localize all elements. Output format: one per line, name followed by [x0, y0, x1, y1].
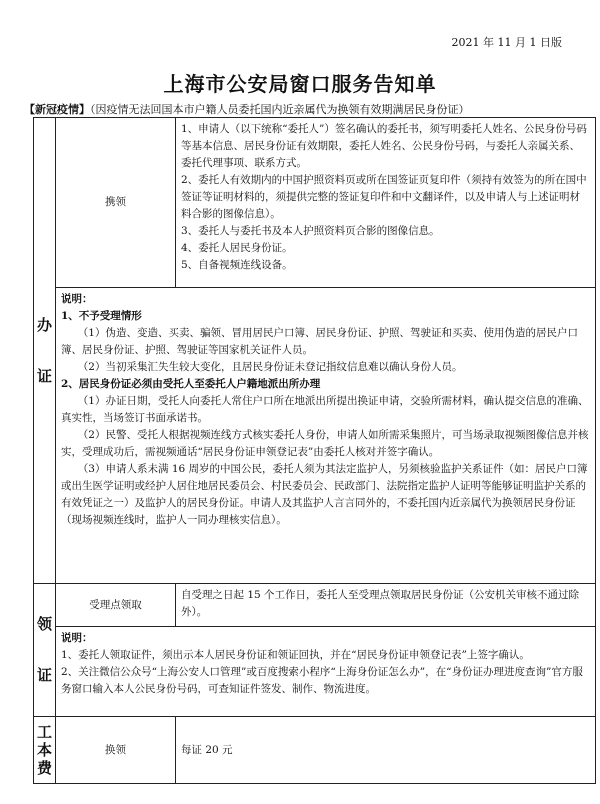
receive-note: 1、委托人领取证件，须出示本人居民身份证和领证回执，并在“居民身份证申领登记表”上签字确认。 [61, 649, 530, 661]
fee-label: 换领 [56, 717, 176, 784]
section-fee-char-1: 工 [36, 723, 52, 741]
materials-label: 携领 [56, 118, 176, 288]
note-heading: 1、不予受理情形 [61, 310, 142, 322]
receive-notes [56, 627, 596, 717]
material-item: 4、委托人居民身份证。 [181, 242, 293, 254]
section-fee-char-2: 本 [36, 741, 52, 759]
section-receive-char-2: 证 [36, 666, 52, 684]
receive-note: 2、关注微信公众号“上海公安人口管理”或百度搜索小程序“上海身份证怎么办”，在“身份证办理进度查询”官方服务窗口输入本人公民身份号码，可查知证件签发、制作、物流进度。 [61, 666, 583, 695]
material-item: 2、委托人有效期内的中国护照资料页或所在国签证页复印件（须持有效签为的所在国中签证等证明材料的，须提供完整的签证复印件和中文翻译件，以及申请人与上述证明材料合影的图像信息）。 [181, 174, 587, 220]
section-apply-char-2: 证 [36, 366, 52, 385]
section-apply [34, 118, 56, 584]
apply-notes-title: 说明： [61, 293, 93, 305]
section-apply-char-1: 办 [36, 315, 52, 334]
receive-point-label: 受理点领取 [56, 584, 176, 627]
notice-table [33, 117, 596, 784]
note-heading: 2、居民身份证必须由受托人至委托人户籍地派出所办理 [61, 378, 321, 390]
note-paragraph: （1）办证日期，受托人向委托人常住户口所在地派出所提出换证申请，交验所需材料，确认提交信息的准确、真实性，当场签订书面承诺书。 [61, 395, 589, 424]
receive-point-text: 自受理之日起 15 个工作日，委托人至受理点领取居民身份证（公安机关审核不通过除外）。 [176, 584, 596, 627]
fee-value: 每证 20 元 [176, 717, 596, 784]
note-paragraph: （2）当初采集汇失生较大变化，且居民身份证未登记指纹信息难以确认身份人员。 [77, 361, 463, 373]
subtitle-text: （因疫情无法回国本市户籍人员委托国内近亲属代为换领有效期满居民身份证） [90, 103, 470, 116]
material-item: 1、申请人（以下统称“委托人”）签名确认的委托书，须写明委托人姓名、公民身份号码等基本信息、居民身份证有效期限，委托人姓名、公民身份号码，与委托人亲属关系、委托代理事项、联系方式。 [181, 123, 587, 169]
section-receive [34, 584, 56, 717]
page-title: 上海市公安局窗口服务告知单 [163, 72, 437, 96]
receive-notes-title: 说明： [61, 632, 93, 644]
apply-notes [56, 288, 596, 584]
edition-date: 2021 年 11 月 1 日版 [451, 36, 562, 49]
note-paragraph: （2）民警、受托人根据视频连线方式核实委托人身份，申请人如所需采集照片，可当场录取视频图像信息并核实，受理成功后，需视频通话“居民身份证申领登记表”由委托人核对并签字确认。 [61, 429, 589, 458]
section-receive-char-1: 领 [36, 615, 52, 633]
material-item: 3、委托人与委托书及本人护照资料页合影的图像信息。 [181, 225, 440, 237]
note-paragraph: （1）伪造、变造、买卖、骗领、冒用居民户口簿、居民身份证、护照、驾驶证和买卖、使用伪造的居民户口簿、居民身份证、护照、驾驶证等国家机关证件人员。 [61, 327, 578, 356]
section-fee-char-3: 费 [36, 759, 52, 777]
subtitle [24, 101, 576, 117]
note-paragraph: （3）申请人系未满 16 周岁的中国公民，委托人须为其法定监护人，另须核验监护关系证件（如：居民户口簿或出生医学证明或经护人居住地居民委员会、村民委员会、民政部门、法院指定监护人证明等能够证明监护关系的有效凭证之一）及监护人的居民身份证。申请人及其监护人言言同外的，不委托国内近亲属代为换领居民身份证（现场视频连线时，监护人一同办理核实信息）。 [61, 463, 588, 526]
materials-list [176, 118, 596, 288]
material-item: 5、自备视频连线设备。 [181, 259, 293, 271]
section-fee [34, 717, 56, 784]
subtitle-tag: 【新冠疫情】 [24, 103, 90, 116]
